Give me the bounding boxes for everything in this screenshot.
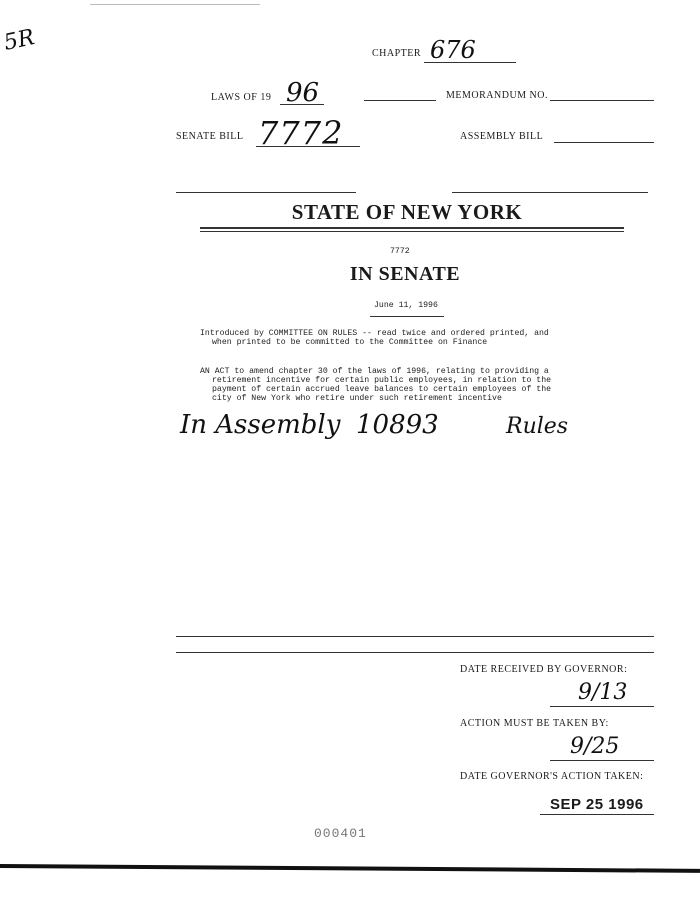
bottom-scan-line bbox=[0, 864, 700, 873]
assembly-bill-label: ASSEMBLY BILL bbox=[460, 131, 544, 142]
laws-value: 96 bbox=[286, 78, 320, 108]
action-label: ACTION MUST BE TAKEN BY: bbox=[460, 718, 609, 729]
state-title-rule-2 bbox=[200, 231, 624, 232]
chapter-label: CHAPTER bbox=[372, 48, 422, 59]
act-line-4: city of New York who retire under such retirement incentive bbox=[212, 394, 502, 403]
laws-line-2 bbox=[364, 100, 436, 101]
chapter-value: 676 bbox=[430, 36, 476, 64]
state-title-rule-1 bbox=[200, 227, 624, 229]
action-taken-stamp: SEP 25 1996 bbox=[550, 796, 644, 813]
lower-rule-2 bbox=[176, 652, 654, 653]
house-title: IN SENATE bbox=[349, 263, 461, 285]
date-rule bbox=[370, 316, 444, 317]
rules-note: Rules bbox=[506, 414, 569, 439]
bill-number: 7772 bbox=[390, 247, 410, 256]
assembly-bill-line bbox=[554, 142, 654, 143]
action-line bbox=[550, 760, 654, 761]
memo-label: MEMORANDUM NO. bbox=[446, 90, 549, 101]
action-value: 9/25 bbox=[570, 734, 620, 759]
laws-label: LAWS OF 19 bbox=[211, 92, 272, 103]
act-line-2: retirement incentive for certain public employees, in relation to the bbox=[212, 376, 552, 385]
act-line-3: payment of certain accrued leave balances to certain employees of the bbox=[212, 385, 552, 394]
in-assembly-note: In Assembly bbox=[180, 410, 341, 440]
assembly-number: 10893 bbox=[356, 410, 439, 440]
footer-stamp: 000401 bbox=[314, 826, 367, 841]
bill-top-rule-right bbox=[452, 192, 648, 193]
date-received-line bbox=[550, 706, 654, 707]
bill-top-rule-left bbox=[176, 192, 356, 193]
action-taken-line bbox=[540, 814, 654, 815]
state-title: STATE OF NEW YORK bbox=[291, 200, 523, 224]
bill-date: June 11, 1996 bbox=[374, 301, 438, 310]
lower-rule-1 bbox=[176, 636, 654, 637]
senate-bill-value: 7772 bbox=[258, 114, 344, 152]
memo-line bbox=[550, 100, 654, 101]
senate-bill-label: SENATE BILL bbox=[176, 131, 244, 142]
laws-line bbox=[280, 104, 324, 105]
margin-note: 5R bbox=[1, 25, 37, 56]
chapter-line bbox=[424, 62, 516, 63]
top-faint-rule bbox=[90, 4, 260, 5]
date-received-label: DATE RECEIVED BY GOVERNOR: bbox=[460, 664, 628, 675]
act-line-1: AN ACT to amend chapter 30 of the laws of 1996, relating to providing a bbox=[200, 367, 549, 376]
senate-bill-line bbox=[256, 146, 360, 147]
action-taken-label: DATE GOVERNOR'S ACTION TAKEN: bbox=[460, 771, 644, 782]
introduced-line-2: when printed to be committed to the Committee on Finance bbox=[212, 338, 488, 347]
introduced-line-1: Introduced by COMMITTEE ON RULES -- read twice and ordered printed, and bbox=[200, 329, 549, 338]
date-received-value: 9/13 bbox=[578, 680, 628, 705]
